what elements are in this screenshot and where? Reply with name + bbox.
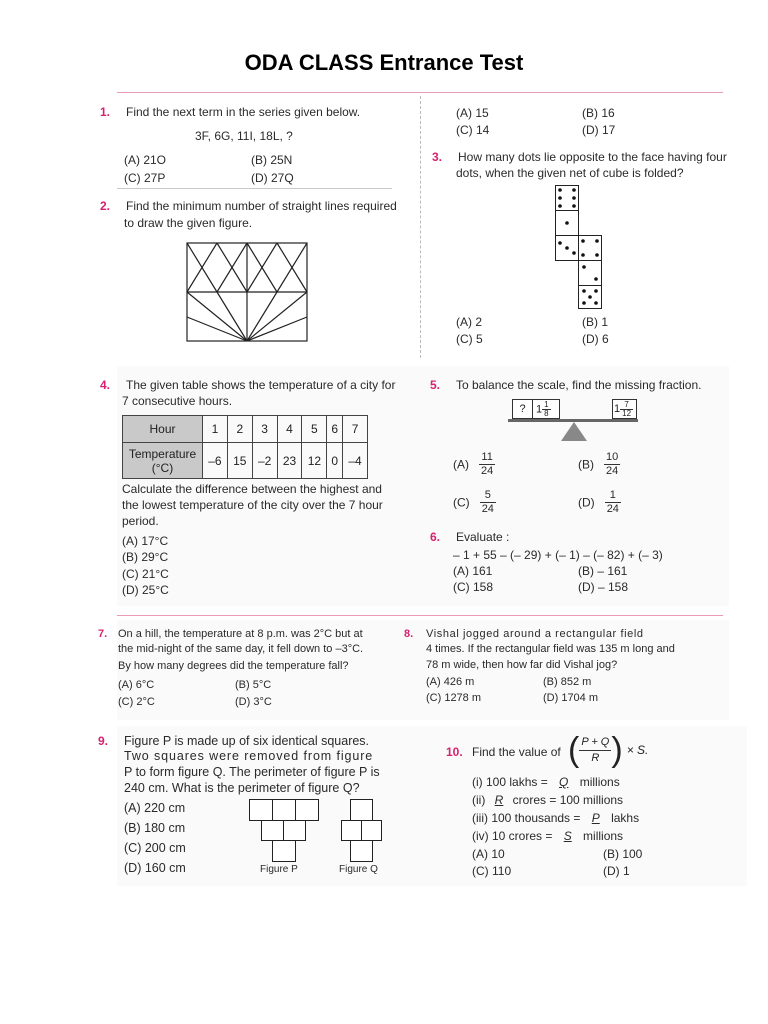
fraction: [605, 489, 621, 516]
option-d[interactable]: (D) 1: [603, 864, 630, 878]
right-pan: [612, 399, 637, 419]
blank-answer: Q: [559, 775, 569, 789]
option-a[interactable]: (A) 220 cm: [124, 801, 186, 815]
option-c[interactable]: [453, 489, 496, 516]
denominator: 24: [606, 503, 619, 515]
option-b[interactable]: (B) 1: [582, 315, 609, 329]
question-number: 9.: [98, 734, 109, 748]
option-c[interactable]: (C) 2°C: [118, 696, 155, 708]
left-pan: [512, 399, 560, 419]
numerator: 7: [620, 401, 633, 410]
cube-net: [555, 185, 603, 309]
table-row: [123, 416, 368, 443]
question-text: 78 m wide, then how far did Vishal jog?: [426, 659, 618, 671]
scale-fulcrum: [561, 422, 587, 441]
divider-line: [420, 96, 421, 358]
table-cell: –4: [343, 443, 368, 479]
question-number: 1.: [100, 105, 111, 119]
option-b[interactable]: (B) – 161: [578, 564, 628, 578]
option-c[interactable]: (C) 21°C: [122, 567, 169, 581]
table-cell: 3: [252, 416, 277, 443]
question-number: 2.: [100, 199, 111, 213]
value-expression: [568, 733, 648, 767]
fraction: [479, 451, 495, 478]
figure-q: [341, 799, 383, 863]
divider-line: [117, 615, 723, 616]
question-text: period.: [122, 514, 159, 528]
paren-left: (: [568, 731, 580, 769]
option-b[interactable]: (B) 180 cm: [124, 821, 186, 835]
denominator: 8: [544, 408, 549, 418]
times-s: × S.: [626, 743, 649, 757]
table-cell: 6: [327, 416, 343, 443]
question-number: 8.: [404, 628, 414, 640]
option-label: (C): [453, 495, 470, 510]
question-text: Two squares were removed from figure: [124, 749, 374, 763]
table-cell: –2: [252, 443, 277, 479]
question-number: 6.: [430, 530, 441, 544]
option-c[interactable]: (C) 27P: [124, 171, 166, 185]
temperature-table: [122, 415, 368, 479]
statement-text: (iii) 100 thousands =: [472, 811, 584, 825]
blank-answer: R: [494, 793, 504, 807]
statement-iv: [472, 829, 623, 843]
numerator: 11: [479, 451, 495, 465]
table-row: [123, 443, 368, 479]
option-b[interactable]: (B) 25N: [251, 153, 293, 167]
denominator: R: [591, 751, 600, 764]
denominator: 24: [481, 465, 494, 477]
paren-right: ): [611, 731, 623, 769]
table-header-line: (°C): [151, 460, 174, 475]
option-label: (A): [453, 457, 469, 472]
statement-text: lakhs: [607, 811, 640, 825]
option-a[interactable]: [453, 451, 495, 478]
option-c[interactable]: (C) 158: [453, 580, 494, 594]
fraction: [542, 401, 550, 418]
option-d[interactable]: (D) 27Q: [251, 171, 294, 185]
question-text: Figure P is made up of six identical squares.: [124, 734, 370, 748]
fraction: [579, 735, 611, 766]
option-a[interactable]: (A) 10: [472, 847, 505, 861]
question-number: 5.: [430, 378, 441, 392]
option-a[interactable]: (A) 17°C: [122, 534, 169, 548]
table-cell: 5: [302, 416, 327, 443]
option-d[interactable]: (D) 160 cm: [124, 861, 186, 875]
whole-part: 1: [614, 403, 621, 415]
table-cell: 4: [277, 416, 302, 443]
numerator: 10: [606, 451, 619, 463]
table-cell: 7: [343, 416, 368, 443]
option-c[interactable]: (C) 1278 m: [426, 692, 482, 704]
option-b[interactable]: (B) 852 m: [543, 676, 592, 688]
numerator: P + Q: [579, 735, 611, 751]
question-text: P to form figure Q. The perimeter of figure P is: [124, 765, 380, 779]
option-d[interactable]: [578, 489, 621, 516]
question-text: 4 times. If the rectangular field was 135 m long and: [426, 643, 675, 655]
question-text: dots, when the given net of cube is folded?: [456, 166, 684, 180]
option-label: (D): [578, 495, 595, 510]
statement-text: millions: [576, 775, 620, 789]
option-label: (B): [578, 457, 594, 472]
question-number: 3.: [432, 150, 443, 164]
question-text: to draw the given figure.: [124, 216, 253, 230]
option-a[interactable]: (A) 21O: [124, 153, 167, 167]
option-b[interactable]: (B) 100: [603, 847, 643, 861]
question-text: The given table shows the temperature of a city for: [126, 378, 396, 392]
figure-p: [249, 799, 319, 863]
option-c[interactable]: (C) 14: [456, 123, 490, 137]
denominator: 12: [622, 408, 632, 418]
mixed-number: [533, 401, 551, 418]
question-text: Find the minimum number of straight lines required: [126, 199, 397, 213]
line-figure: [186, 242, 308, 342]
numerator: 5: [480, 489, 496, 503]
table-cell: 15: [227, 443, 252, 479]
question-text: To balance the scale, find the missing fraction.: [456, 378, 702, 392]
expression-text: – 1 + 55 – (– 29) + (– 1) – (– 82) + (– 3): [453, 548, 663, 562]
option-a[interactable]: (A) 6°C: [118, 679, 155, 691]
option-d[interactable]: (D) 17: [582, 123, 616, 137]
page-title: ODA CLASS Entrance Test: [244, 50, 524, 75]
statement-text: (ii): [472, 793, 489, 807]
denominator: 24: [481, 503, 494, 515]
divider-line: [117, 92, 723, 93]
question-number: 10.: [446, 745, 463, 759]
option-b[interactable]: (B) 16: [582, 106, 615, 120]
question-text: On a hill, the temperature at 8 p.m. was 2°C but at: [118, 628, 363, 640]
option-a[interactable]: (A) 161: [453, 564, 493, 578]
statement-i: [472, 775, 620, 789]
option-c[interactable]: (C) 200 cm: [124, 841, 186, 855]
option-a[interactable]: (A) 15: [456, 106, 489, 120]
table-cell: 1: [203, 416, 228, 443]
figure-q-label: Figure Q: [339, 864, 378, 875]
fraction: [604, 451, 620, 478]
blank-answer: S: [563, 829, 572, 843]
option-d[interactable]: (D) – 158: [578, 580, 629, 594]
fraction: [620, 401, 633, 418]
numerator: 1: [544, 399, 549, 409]
table-cell: 2: [227, 416, 252, 443]
statement-text: (iv) 10 crores =: [472, 829, 556, 843]
series-text: 3F, 6G, 11I, 18L, ?: [195, 129, 293, 143]
statement-text: (i) 100 lakhs =: [472, 775, 552, 789]
numerator: 1: [605, 489, 621, 503]
denominator: 24: [606, 465, 619, 477]
question-text: How many dots lie opposite to the face having four: [458, 150, 727, 164]
table-cell: 23: [277, 443, 302, 479]
table-header: Hour: [123, 416, 203, 443]
table-header-line: Temperature: [128, 446, 197, 461]
statement-iii: [472, 811, 639, 825]
question-text: Evaluate :: [456, 530, 510, 544]
statement-ii: [472, 793, 623, 807]
fraction: [480, 489, 496, 516]
blank-answer: P: [591, 811, 600, 825]
question-text: 7 consecutive hours.: [122, 394, 233, 408]
option-b[interactable]: [578, 451, 620, 478]
option-a[interactable]: (A) 426 m: [426, 676, 475, 688]
question-5: [430, 377, 730, 397]
statement-text: crores = 100 millions: [509, 793, 624, 807]
table-cell: 12: [302, 443, 327, 479]
option-c[interactable]: (C) 5: [456, 332, 483, 346]
missing-fraction-box: ?: [513, 400, 533, 418]
option-c[interactable]: (C) 110: [472, 864, 512, 878]
question-text: the lowest temperature of the city over the 7 hour: [122, 498, 383, 512]
option-d[interactable]: (D) 1704 m: [543, 692, 599, 704]
question-text: Find the next term in the series given below.: [126, 105, 361, 119]
question-text: Calculate the difference between the highest and: [122, 482, 382, 496]
statement-text: millions: [579, 829, 624, 843]
table-header: [123, 443, 203, 479]
table-cell: 0: [327, 443, 343, 479]
question-text: Find the value of: [472, 745, 561, 759]
table-cell: –6: [203, 443, 228, 479]
question-6: [430, 529, 730, 549]
question-text: 240 cm. What is the perimeter of figure Q?: [124, 781, 360, 795]
figure-p-label: Figure P: [260, 864, 298, 875]
question-number: 7.: [98, 628, 108, 640]
option-d[interactable]: (D) 6: [582, 332, 609, 346]
question-text: the mid-night of the same day, it fell down to –3°C.: [118, 643, 364, 655]
question-number: 4.: [100, 378, 111, 392]
option-b[interactable]: (B) 5°C: [235, 679, 272, 691]
question-text: By how many degrees did the temperature fall?: [118, 660, 349, 672]
option-d[interactable]: (D) 3°C: [235, 696, 272, 708]
question-text: Vishal jogged around a rectangular field: [426, 628, 644, 640]
option-b[interactable]: (B) 29°C: [122, 550, 169, 564]
option-d[interactable]: (D) 25°C: [122, 583, 169, 597]
whole-part: 1: [536, 402, 543, 415]
option-a[interactable]: (A) 2: [456, 315, 483, 329]
